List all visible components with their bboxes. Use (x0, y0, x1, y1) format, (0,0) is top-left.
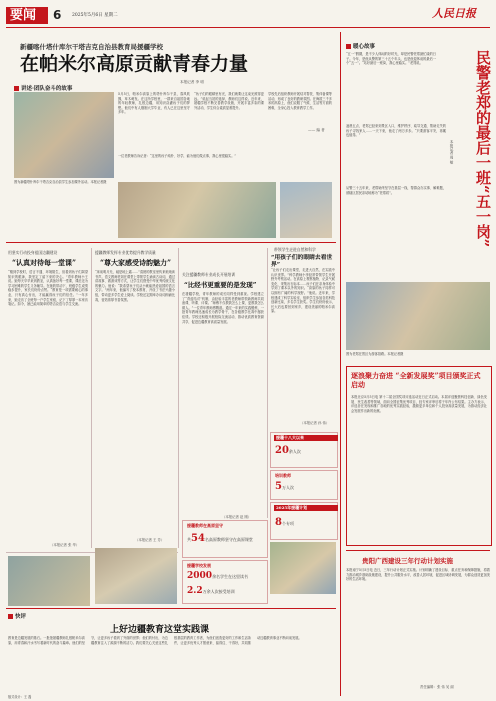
right-byline: 本报记者 周 敏 (450, 140, 454, 164)
award-headline: 逐浪聚力奋进 “全新发展奖”项目颁奖正式启动 (351, 371, 481, 389)
right-body-1: “五一”假期，是不少人休闲的好时光，却是民警老郑最忙碌的日子。今年，是他从警的第三十五个年头，也是他退休前的最后一个“五一”。“站好最后一班岗，我心里踏实。”老郑说。 (346, 52, 436, 66)
col1-body: “刚到学校时，语言不通、环境陌生，但看到孩子们渴望知识的眼神，我坚定了留下来的决心。”青年教师小王说。她每天早早来到教室，认真备好每一堂课，课后还为学习困难的学生义务辅导。在她的带动下，班级学生成绩稳步提升，家长们纷纷点赞。“教育是一项需要耐心的事业，只有真心付出，才能赢得孩子们的信任。”一年多来，她走访了全班每一户学生家庭，记下了厚厚一本家访笔记。如今，她已能用简单的塔吉克语与学生交流。 (8, 270, 88, 307)
students-photo (270, 542, 336, 594)
col3-byline: （本报记者 赵 刚） (222, 515, 252, 519)
section-label: 讲述·团队奋斗的故事 (14, 84, 72, 92)
lead-byline: 本报记者 李 明 (180, 80, 204, 84)
stat5-number: 8 (275, 517, 282, 528)
lead-body-3: 学校先后组织教师开展结对帮扶、集体备课等活动，形成了良好的教研氛围。在海拔三千多米的高原上，他们克服了气候、生活等方面的困难，全身心投入教育教学工作。 (268, 92, 332, 110)
label-marker-icon (14, 86, 19, 91)
col2-body: “床前明月光，疑是地上霜……”清晨的教室里传来琅琅读书声。语文教师老刘在课堂上带领学生诵读古诗词，通过讲故事、做游戏等方式，让学生们感受中华优秀传统文化的魅力。他说：“我希望孩子们从小就能热爱祖国的语言文字。”两年来，他编写了校本教材，开设了书法兴趣小组，带动更多学生爱上阅读。学校还定期举办诗词朗诵比赛，营造浓厚书香氛围。 (95, 270, 175, 302)
col1-headline: “认真对待每一堂课” (12, 258, 77, 267)
label-marker-icon (346, 44, 351, 49)
right-bottom-headline: 贵阳广西建设三年行动计划实施 (362, 557, 453, 565)
col1-byline: （本报记者 张 华） (50, 543, 80, 547)
col3-body: 在援疆学校，青年教师的成长同样受到重视。学校建立了“青蓝结对”机制，由经验丰富的老教师带领新教师共同备课、听课、评课。“师傅不仅教我怎么上课，更教我怎么做人。”一位青年教师感慨道。通过一年来的实践锻炼，一批青年教师迅速成长为教学骨干，在各级教学比赛中屡获佳绩。学校还积极开展校际交流活动，推动优质教育资源共享，促进边疆教育高质量发展。 (182, 292, 264, 324)
col1-kicker: 用坚实行动投身祖国边疆建设 (8, 250, 58, 255)
bottom-headline: 上好边疆教育这堂实践课 (110, 625, 210, 635)
col3-headline: “比经书更重要的是发现” (184, 281, 257, 289)
stat4-title: 培训教师 (275, 473, 291, 478)
stat3-number: 20 (275, 445, 289, 456)
lead-photo (14, 92, 114, 178)
masthead (0, 0, 496, 30)
layout-credit: 版式设计：王 磊 (8, 695, 32, 699)
lead-photo-3 (280, 182, 332, 238)
col4-headline: “用孩子们的眼睛去看世界” (271, 255, 333, 268)
col4-body: “让孩子们走出课堂，走进大自然，在实践中认识世界。”科学教师小李经常带领学生开展野外考察活动。在高原上观察植物、记录气候变化、采集岩石标本……孩子们在亲身体验中学到了课本以外的知识。“高原的孩子同样可以拥有广阔的科学视野。”他说。近年来，学校建成了科学实验室，组织学生参加各类科技创新比赛，多名学生获奖。学生们纷纷表示，长大后也要回到家乡，建设美丽的帕米尔高原。 (271, 268, 335, 314)
lead-body-1: 5月5日，帕米尔高原上的塔什库尔干县，春风吹拂，草木萌发。在这所学校里，一群来自祖国各地的年轻教师，扎根边疆，用知识浇灌孩子们的梦想。他们中有人刚刚大学毕业，有人已在这里坚守多年。 (118, 92, 190, 115)
stat-box-4: 培训教师 5万人次 (270, 470, 338, 500)
right-column-label: 暖心故事 (346, 42, 375, 50)
stat5-title: 2025年援疆计划 (274, 505, 338, 511)
label-marker-icon (8, 614, 13, 619)
stat-box-5: 2025年援疆计划 8个专项 (270, 502, 338, 540)
col-photo-mid (95, 548, 177, 604)
stat-box-3: 援疆十八大以来 20余人次 (270, 432, 338, 468)
section-name: 要闻 (10, 8, 37, 23)
col4-byline: （本报记者 孙 伟） (300, 421, 330, 425)
bottom-label: 快评 (8, 612, 26, 620)
stat2-number-2: 2.2 (187, 586, 203, 596)
lead-kicker: 新疆喀什塔什库尔干塔吉克自治县教育局援疆学校 (20, 43, 163, 51)
stat1-number: 54 (191, 533, 205, 544)
bottom-body: 教育是边疆发展的基石。一批批援疆教师扎根帕米尔高原，用青春和汗水书写着新时代的奋斗篇章。他们的坚守，让更多孩子看到了外面的世界；他们的付出，为边疆教育注入了源源不断的活力。我们要关心关爱这些扎根基层的教育工作者，为他们创造更好的工作和生活条件，让更多优秀人才愿意来、留得住、干得好，共同推动边疆教育事业不断向前发展。 (8, 636, 302, 645)
stat-box-2: 援疆学校发展 2000余名学生在这里读书 2.2万余人次接受培训 (182, 560, 268, 604)
vertical-headline: 民警老郑的最后一班“五一岗” (474, 50, 492, 248)
lead-photo-caption: 图为新疆塔什库尔干塔吉克自治县学生参加课外活动。本报记者摄 (14, 180, 107, 184)
stat2-title: 援疆学校发展 (187, 563, 211, 568)
right-body-3: 从警三十五年来，老郑始终坚守在基层一线，帮群众办实事、解难题，被辖区居民亲切地称为“老郑叔”。 (346, 186, 446, 195)
stat1-title: 援疆教师在高原坚守 (187, 523, 223, 528)
lead-photo-2 (118, 182, 276, 238)
stat2-number-1: 2000 (187, 571, 213, 581)
col2-kicker: 援疆教师发挥专业优势提升教学质量 (95, 250, 156, 255)
lead-headline: 在帕米尔高原贡献青春力量 (20, 53, 249, 75)
award-body: 本报北京5月5日电 第十二届全国奖项评选活动近日正式启动。本届评选聚焦科技创新、绿色发展、民生改善等领域，面向全国征集优秀项目，经专家评审后将于年内公布结果。主办方表示，评选旨在发现和推广各地的优秀实践经验，激励更多单位和个人投身高质量发展，为推动经济社会发展作出新的贡献。 (351, 395, 487, 413)
award-box (346, 366, 492, 546)
col2-headline: “尊大家感受诗韵魅力” (100, 258, 172, 267)
lead-body-2: “孩子们的眼睛里有光，我们就要让这束光照得更远。”说起当初的选择，教师们这样说。近年来，援疆学校不断完善教学设施，开展丰富多彩的课外活动，学生综合素质显著提升。 (194, 92, 264, 110)
stat4-number: 5 (275, 481, 282, 492)
right-photo (346, 282, 490, 350)
right-footer: 责任编辑：张 伟 吴 丽 (420, 685, 454, 689)
right-bottom-body: 本报南宁5月5日电 近日，三年行动计划正式实施。计划明确了建设目标、重点任务和保障措施，将着力推动城乡基础设施建设，提升公共服务水平，改善人居环境，促进区域协调发展，为群众创造更加美好的生活环境。 (346, 568, 490, 582)
right-photo-caption: 图为老郑在景区为游客指路。本报记者摄 (346, 352, 404, 356)
brand-logo: 人民日报 (432, 7, 476, 20)
lead-body-4: 一位老教师告诉记者：“这里的孩子纯朴、好学，能为他们做点事，我心里很踏实。” (118, 154, 237, 158)
page-number: 6 (53, 8, 62, 22)
right-body-2: 凌晨五点，老郑已经来到景区入口，维护秩序、疏导交通、帮助走失的孩子寻找家人……一天下来，他走了两万多步。“只要游客平安，再累也值得。” (346, 124, 446, 138)
col4-kicker: 带领学生走进自然和科学 (274, 247, 316, 252)
col3-kicker: 关注援疆教师专业成长开展培训 (182, 272, 236, 277)
stat-box-1: 援疆教师在高原坚守 共54名高原教师坚守在高原课堂 (182, 520, 268, 558)
col2-byline: （本报记者 王 芳） (135, 538, 165, 542)
col-photo-left (8, 556, 90, 606)
stat3-title: 援疆十八大以来 (274, 435, 338, 441)
issue-date: 2025年5月6日 星期二 (72, 13, 118, 18)
